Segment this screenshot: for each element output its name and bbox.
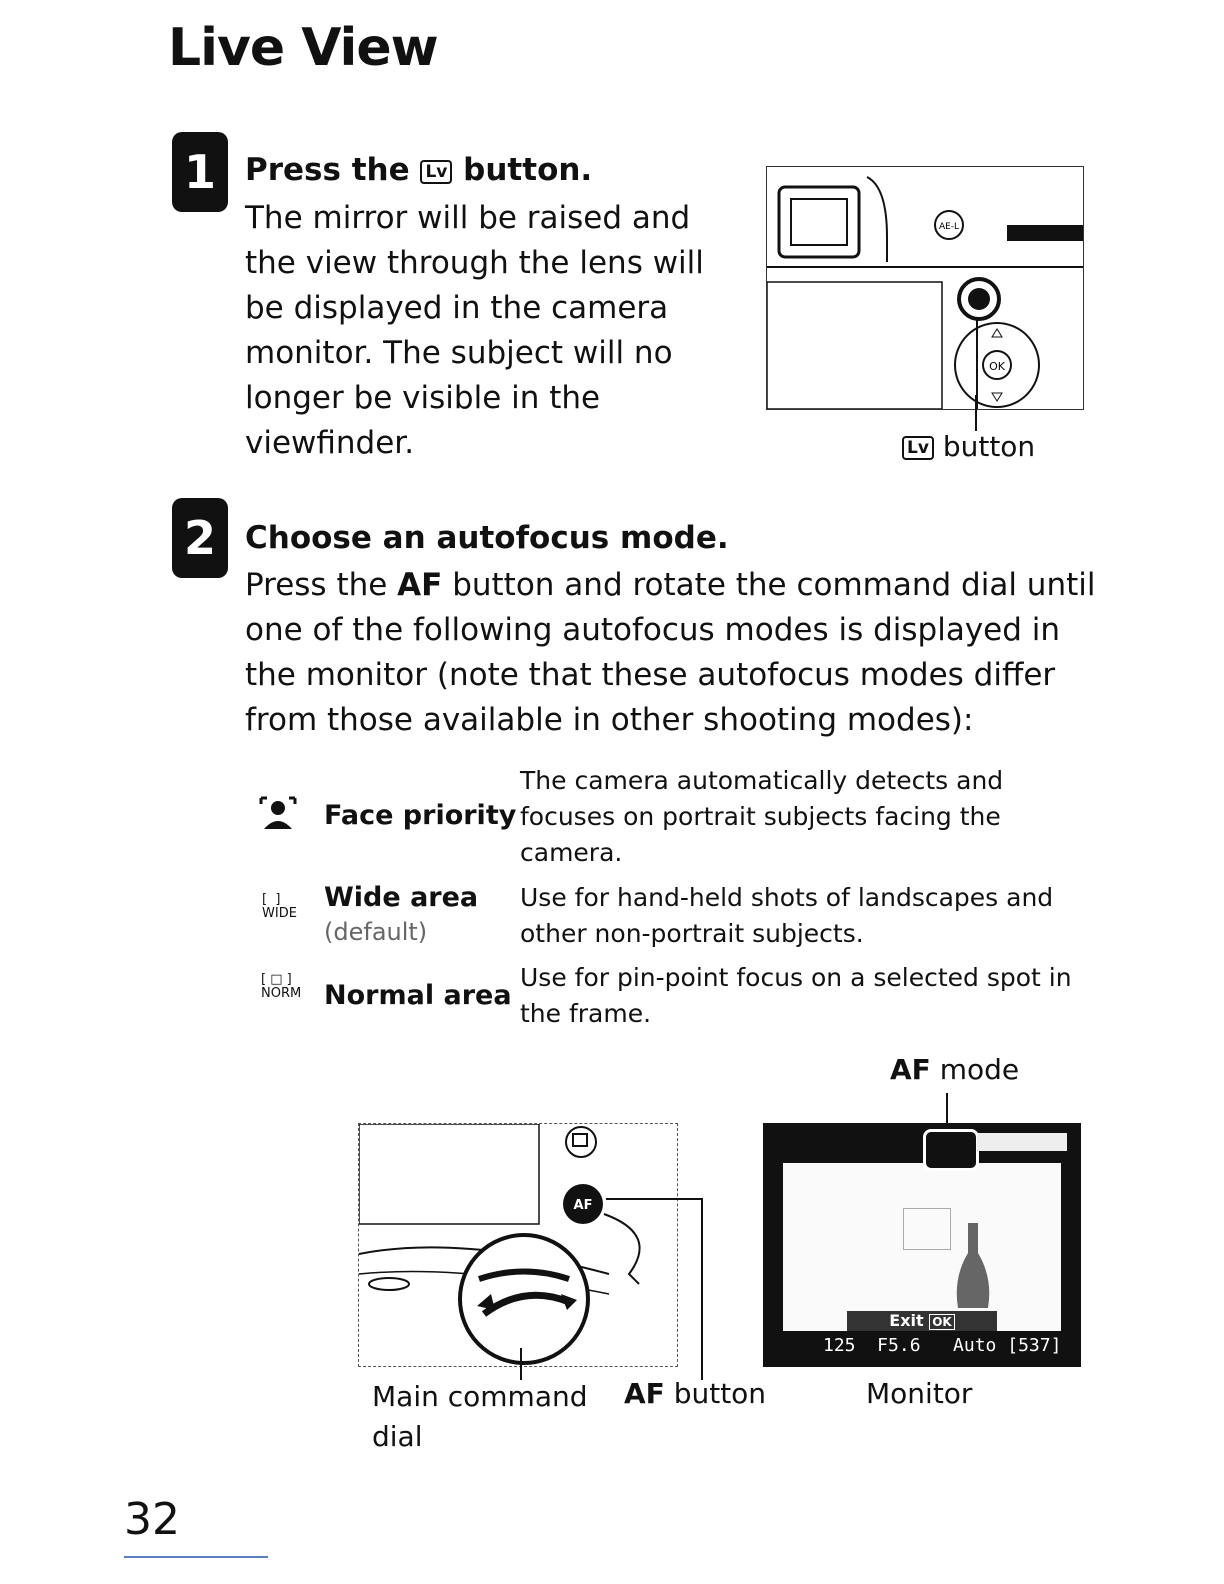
- af-inline-bold: AF: [397, 567, 443, 603]
- mode-desc-line: other non-portrait subjects.: [520, 919, 864, 948]
- step-2-line-text: Press the AF button and rotate the command dial until: [245, 567, 1096, 603]
- step-1-line: viewfinder.: [245, 425, 415, 461]
- mode-desc-line: the frame.: [520, 999, 652, 1028]
- page-number: 32: [124, 1494, 180, 1545]
- af-button-caption: [624, 1377, 766, 1410]
- wide-area-icon-label: WIDE: [262, 906, 297, 921]
- normal-area-icon-label: NORM: [261, 986, 302, 1001]
- af-mode-label: [890, 1053, 1019, 1086]
- lv-icon: Lv: [902, 436, 934, 460]
- step-1-body: [245, 196, 704, 466]
- step-1-heading-pre: Press the: [245, 152, 410, 188]
- step-1-line: the view through the lens will: [245, 245, 704, 281]
- page-title: Live View: [168, 18, 438, 78]
- af-mode-indicator: [923, 1129, 979, 1171]
- mode-default-note: (default): [324, 918, 428, 946]
- normal-area-icon: [ □ ] NORM: [261, 972, 302, 1001]
- mode-desc: [520, 960, 1072, 1032]
- svg-text:AE-L: AE-L: [938, 222, 960, 232]
- lv-button-caption: [902, 430, 1035, 463]
- step-1-heading: [245, 152, 592, 188]
- monitor-caption: Monitor: [866, 1377, 973, 1410]
- step-1-line: longer be visible in the: [245, 380, 601, 416]
- step-2-line: one of the following autofocus modes is displayed in: [245, 612, 1061, 648]
- mode-desc-line: camera.: [520, 838, 623, 867]
- monitor-exit-text: Exit: [889, 1311, 924, 1330]
- command-dial-drawing: [359, 1124, 677, 1366]
- step-2-heading: Choose an autofocus mode.: [245, 520, 729, 556]
- monitor-illustration: [763, 1123, 1081, 1367]
- command-dial-illustration: [358, 1123, 678, 1367]
- wide-area-icon: [ ] WIDE: [262, 892, 297, 921]
- camera-back-drawing: [767, 167, 1083, 409]
- page-number-rule: [124, 1556, 268, 1558]
- step-2-number: 2: [172, 498, 228, 578]
- step-1-line: be displayed in the camera: [245, 290, 669, 326]
- dial-caption-line: dial: [372, 1420, 423, 1453]
- lv-button-caption-text: button: [942, 430, 1036, 463]
- callout-line: [975, 395, 977, 431]
- monitor-exit-bar: [847, 1311, 997, 1331]
- step-2-line: [245, 563, 1095, 608]
- dial-callout-line: [520, 1348, 522, 1380]
- af-button-caption-bold: AF: [624, 1377, 665, 1410]
- dial-caption-line: Main command: [372, 1380, 588, 1413]
- mode-name: Normal area: [324, 980, 512, 1011]
- af-badge: AF: [573, 1198, 593, 1213]
- mode-name: Face priority: [324, 800, 517, 831]
- af-callout-horizontal: [606, 1198, 702, 1200]
- step-2-body: [245, 563, 1095, 743]
- mode-desc-line: Use for hand-held shots of landscapes and: [520, 883, 1054, 912]
- monitor-status-bar: [977, 1133, 1067, 1151]
- main-command-dial-caption: [372, 1377, 588, 1457]
- vase-shape: [953, 1223, 993, 1313]
- af-mode-callout-line: [946, 1093, 948, 1127]
- step-2-line: from those available in other shooting modes):: [245, 702, 974, 738]
- af-button-caption-text: button: [673, 1377, 767, 1410]
- step-1-heading-post: button.: [463, 152, 593, 188]
- monitor-readout: 125 F5.6 Auto [537]: [823, 1335, 1062, 1356]
- mode-desc-line: The camera automatically detects and: [520, 766, 1004, 795]
- focus-frame: [903, 1208, 951, 1250]
- mode-desc: [520, 880, 1053, 952]
- ok-badge: OK: [929, 1314, 955, 1330]
- af-callout-vertical: [701, 1198, 703, 1380]
- step-2-line: the monitor (note that these autofocus modes differ: [245, 657, 1056, 693]
- lv-icon: Lv: [420, 160, 452, 184]
- mode-name: Wide area: [324, 882, 479, 913]
- mode-desc: [520, 763, 1003, 871]
- af-mode-label-bold: AF: [890, 1053, 931, 1086]
- step-1-number: 1: [172, 132, 228, 212]
- svg-text:OK: OK: [989, 360, 1005, 373]
- step-1-line: The mirror will be raised and: [245, 200, 691, 236]
- camera-back-illustration: [766, 166, 1084, 410]
- af-mode-label-text: mode: [939, 1053, 1020, 1086]
- face-priority-icon: [258, 795, 298, 835]
- mode-desc-line: Use for pin-point focus on a selected spot in: [520, 963, 1072, 992]
- step-1-line: monitor. The subject will no: [245, 335, 673, 371]
- mode-desc-line: focuses on portrait subjects facing the: [520, 802, 1001, 831]
